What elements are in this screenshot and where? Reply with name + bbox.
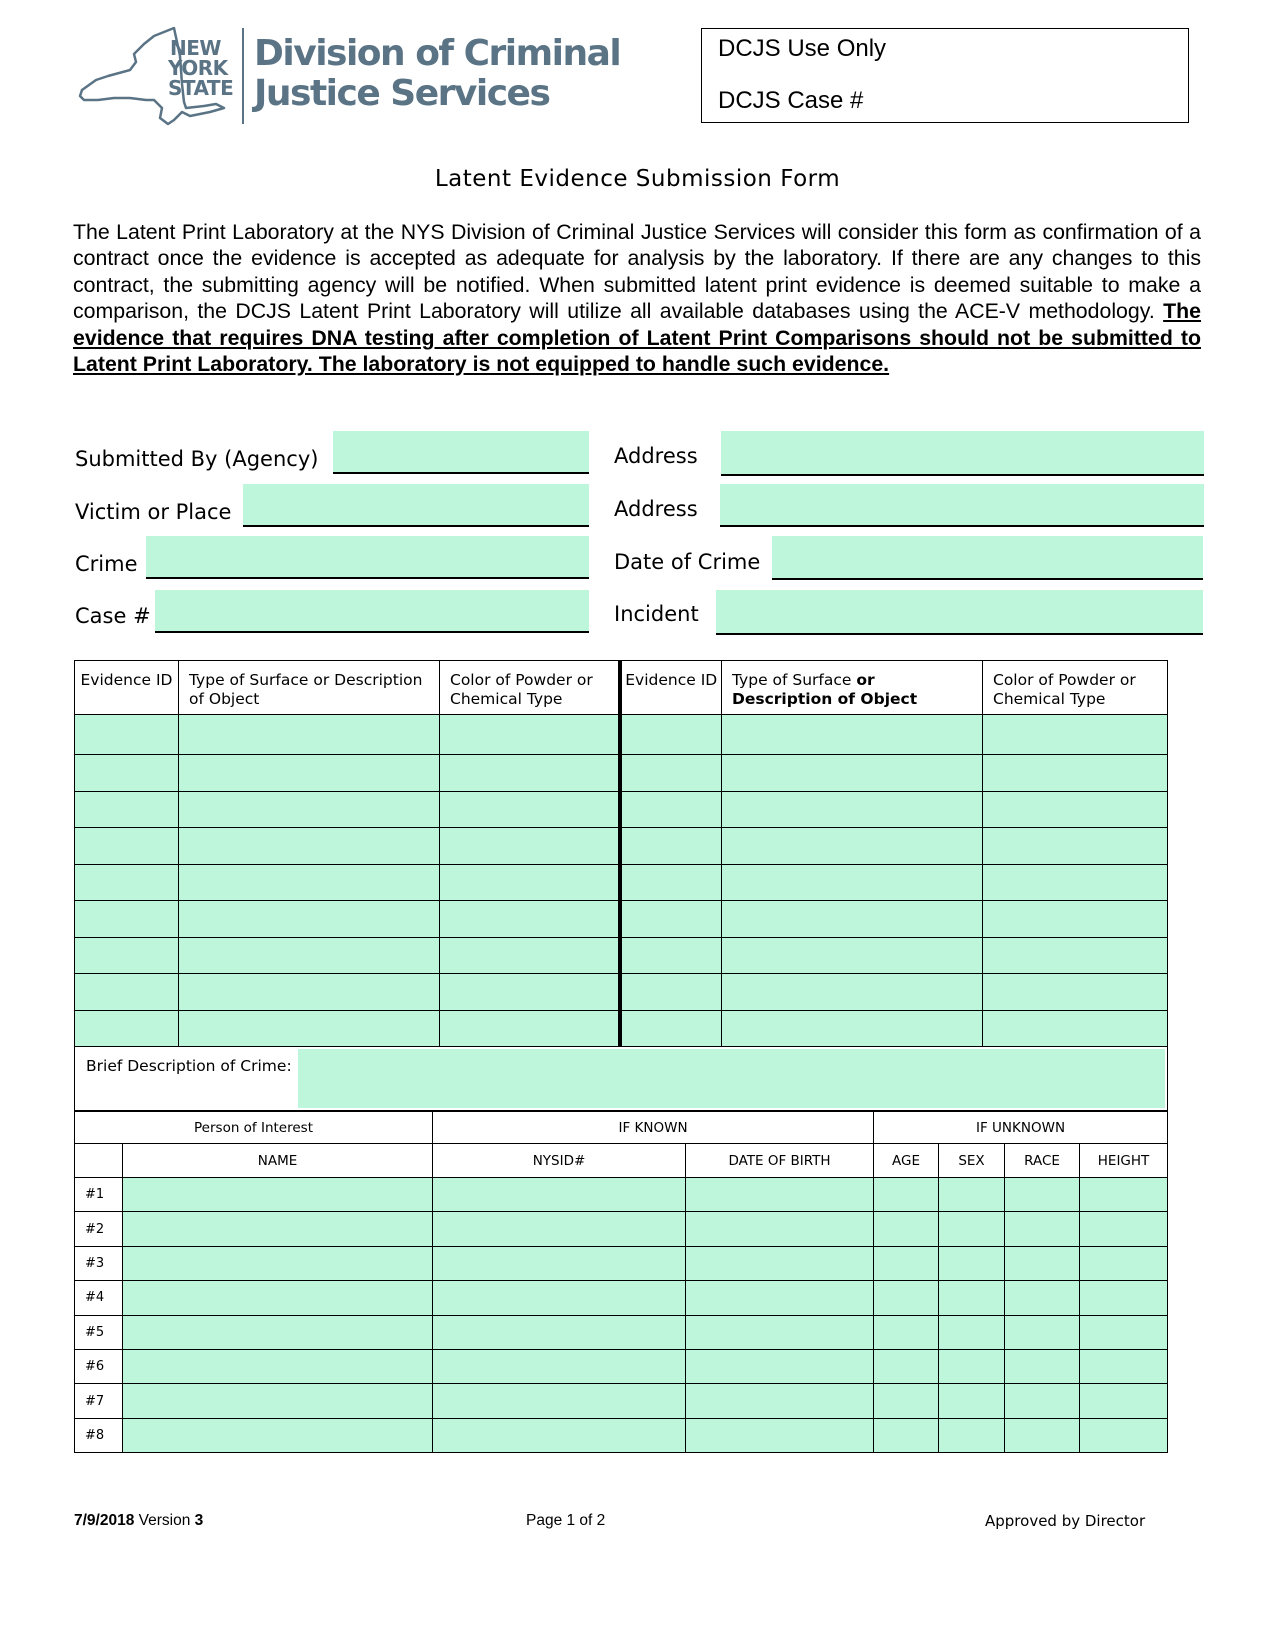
nysid-field[interactable] [433,1315,686,1349]
poi-row-number: #5 [75,1315,123,1349]
race-field[interactable] [1005,1349,1080,1383]
nys-dcjs-logo [78,26,621,126]
name-header: NAME [123,1144,433,1178]
person-of-interest-table [74,1111,1168,1453]
date-of-birth-field[interactable] [686,1418,874,1452]
surface-field[interactable] [722,828,983,865]
color-field[interactable] [440,974,620,1011]
name-field[interactable] [123,1315,433,1349]
evidence-id-field[interactable] [75,901,179,938]
intro-text: The Latent Print Laboratory at the NYS Division of Criminal Justice Services will consider this form as confirmation of a contract once the evidence is accepted as adequate for analysis by the laboratory. If there are any changes to this contract, the submitting agency will be notified. When submitted latent print evidence is deemed suitable to make a comparison, the DCJS Latent Print Laboratory will utilize all available databases using the ACE-V methodology. [73,220,1201,324]
address-label: Address [614,444,698,468]
surface-field[interactable] [722,755,983,792]
evidence-id-field[interactable] [620,755,722,792]
surface-field[interactable] [179,974,440,1011]
surface-field[interactable] [722,1010,983,1047]
color-field[interactable] [983,828,1168,865]
height-field[interactable] [1080,1178,1168,1212]
surface-field[interactable] [722,864,983,901]
evidence-id-field[interactable] [620,1010,722,1047]
poi-row-number: #1 [75,1178,123,1212]
surface-field[interactable] [722,791,983,828]
poi-row [75,1349,1168,1383]
footer-version-label: Version [138,1512,191,1529]
height-field[interactable] [1080,1349,1168,1383]
surface-field[interactable] [179,901,440,938]
intro-paragraph [73,219,1201,377]
age-field[interactable] [874,1384,939,1418]
evidence-row [75,755,1168,792]
evidence-id-field[interactable] [75,974,179,1011]
person-of-interest-header: Person of Interest [75,1112,433,1144]
poi-row [75,1212,1168,1246]
color-field[interactable] [983,791,1168,828]
nysid-header: NYSID# [433,1144,686,1178]
logo-state-line: NEW [170,36,221,60]
footer-approved: Approved by Director [985,1512,1146,1530]
name-field[interactable] [123,1349,433,1383]
incident-label: Incident [614,602,699,626]
case-field[interactable] [155,590,589,633]
name-field[interactable] [123,1212,433,1246]
evidence-table [74,660,1168,1111]
date-of-crime-label: Date of Crime [614,550,761,574]
surface-field[interactable] [179,1010,440,1047]
evidence-id-field[interactable] [75,791,179,828]
height-field[interactable] [1080,1246,1168,1280]
evidence-id-field[interactable] [620,974,722,1011]
evidence-id-field[interactable] [75,715,179,755]
sex-field[interactable] [939,1315,1005,1349]
color-field[interactable] [983,864,1168,901]
color-field[interactable] [440,755,620,792]
evidence-row [75,901,1168,938]
age-field[interactable] [874,1281,939,1315]
color-field[interactable] [983,937,1168,974]
brief-description-row [75,1047,1168,1111]
case-label: Case # [75,604,151,628]
nysid-field[interactable] [433,1384,686,1418]
race-field[interactable] [1005,1178,1080,1212]
sex-field[interactable] [939,1178,1005,1212]
nysid-field[interactable] [433,1178,686,1212]
poi-row [75,1178,1168,1212]
color-field[interactable] [983,755,1168,792]
sex-field[interactable] [939,1384,1005,1418]
victim-label: Victim or Place [75,500,232,524]
height-field[interactable] [1080,1281,1168,1315]
dcjs-case-label: DCJS Case # [718,87,864,114]
race-field[interactable] [1005,1384,1080,1418]
race-field[interactable] [1005,1212,1080,1246]
surface-field[interactable] [722,715,983,755]
evidence-id-header: Evidence ID [75,661,179,715]
address-field[interactable] [721,431,1204,476]
logo-agency-text [254,34,620,114]
dcjs-use-only-label: DCJS Use Only [718,35,887,62]
surface-field[interactable] [179,937,440,974]
evidence-id-field[interactable] [620,715,722,755]
color-field[interactable] [440,1010,620,1047]
logo-agency-line: Division of Criminal [254,33,621,74]
footer-version-number: 3 [194,1512,204,1529]
surface-field[interactable] [722,901,983,938]
address-2-label: Address [614,497,698,521]
sex-field[interactable] [939,1246,1005,1280]
age-field[interactable] [874,1246,939,1280]
race-field[interactable] [1005,1418,1080,1452]
date-of-birth-field[interactable] [686,1178,874,1212]
date-of-birth-field[interactable] [686,1349,874,1383]
evidence-row [75,828,1168,865]
race-field[interactable] [1005,1281,1080,1315]
poi-row-number: #6 [75,1349,123,1383]
sex-field[interactable] [939,1418,1005,1452]
date-of-birth-header: DATE OF BIRTH [686,1144,874,1178]
race-field[interactable] [1005,1246,1080,1280]
evidence-id-field[interactable] [75,755,179,792]
date-of-birth-field[interactable] [686,1246,874,1280]
surface-field[interactable] [179,715,440,755]
poi-row [75,1384,1168,1418]
evidence-id-field[interactable] [620,901,722,938]
surface-field[interactable] [722,937,983,974]
poi-row [75,1315,1168,1349]
sex-field[interactable] [939,1281,1005,1315]
poi-row-number: #7 [75,1384,123,1418]
date-of-birth-field[interactable] [686,1212,874,1246]
evidence-id-field[interactable] [75,937,179,974]
color-header: Color of Powder or Chemical Type [440,661,620,715]
evidence-id-field[interactable] [75,1010,179,1047]
surface-header [722,661,983,715]
evidence-id-field[interactable] [620,828,722,865]
evidence-row [75,1010,1168,1047]
row-number-header [75,1144,123,1178]
logo-state-text [168,38,233,98]
color-field[interactable] [983,974,1168,1011]
footer-page: Page 1 of 2 [526,1512,606,1529]
name-field[interactable] [123,1384,433,1418]
surface-field[interactable] [179,791,440,828]
brief-description-label: Brief Description of Crime: [86,1057,292,1075]
age-header: AGE [874,1144,939,1178]
if-unknown-header: IF UNKNOWN [874,1112,1168,1144]
poi-group-header-row [75,1112,1168,1144]
poi-column-header-row [75,1144,1168,1178]
date-of-birth-field[interactable] [686,1384,874,1418]
if-known-header: IF KNOWN [433,1112,874,1144]
race-field[interactable] [1005,1315,1080,1349]
date-of-crime-field[interactable] [772,536,1203,580]
surface-field[interactable] [179,755,440,792]
logo-agency-line: Justice Services [254,73,550,114]
logo-state-line: YORK [168,56,228,80]
age-field[interactable] [874,1349,939,1383]
nysid-field[interactable] [433,1349,686,1383]
age-field[interactable] [874,1178,939,1212]
evidence-id-header: Evidence ID [620,661,722,715]
logo-divider [242,28,244,124]
evidence-row [75,864,1168,901]
race-header: RACE [1005,1144,1080,1178]
age-field[interactable] [874,1315,939,1349]
age-field[interactable] [874,1418,939,1452]
evidence-row [75,937,1168,974]
evidence-id-field[interactable] [620,864,722,901]
surface-header: Type of Surface or Description of Object [179,661,440,715]
color-field[interactable] [983,1010,1168,1047]
color-field[interactable] [440,864,620,901]
poi-row [75,1418,1168,1452]
height-field[interactable] [1080,1384,1168,1418]
evidence-header-row [75,661,1168,715]
color-field[interactable] [440,791,620,828]
sex-header: SEX [939,1144,1005,1178]
surface-field[interactable] [179,828,440,865]
color-field[interactable] [440,937,620,974]
evidence-id-field[interactable] [75,828,179,865]
brief-description-cell [75,1047,1168,1111]
sex-field[interactable] [939,1212,1005,1246]
logo-state-line: STATE [168,76,234,100]
poi-row [75,1281,1168,1315]
nysid-field[interactable] [433,1246,686,1280]
poi-row-number: #2 [75,1212,123,1246]
color-field[interactable] [983,901,1168,938]
surface-header-bold: Description of Object [732,690,918,708]
height-field[interactable] [1080,1418,1168,1452]
date-of-birth-field[interactable] [686,1315,874,1349]
name-field[interactable] [123,1418,433,1452]
color-field[interactable] [440,828,620,865]
color-header: Color of Powder or Chemical Type [983,661,1168,715]
age-field[interactable] [874,1212,939,1246]
crime-label: Crime [75,552,138,576]
height-field[interactable] [1080,1212,1168,1246]
brief-description-field[interactable] [298,1049,1165,1108]
form-title: Latent Evidence Submission Form [434,166,841,192]
name-field[interactable] [123,1178,433,1212]
surface-header-text: Type of Surface [732,671,857,689]
poi-row-number: #3 [75,1246,123,1280]
dcjs-use-only-box [701,28,1189,123]
surface-field[interactable] [722,974,983,1011]
poi-row-number: #4 [75,1281,123,1315]
evidence-row [75,974,1168,1011]
address-2-field[interactable] [720,484,1204,527]
crime-field[interactable] [146,536,589,579]
nysid-field[interactable] [433,1281,686,1315]
evidence-id-field[interactable] [620,791,722,828]
intro-warning: The evidence that requires DNA testing after completion of Latent Print Comparisons should not be submitted to Latent Print Laboratory. The laboratory is not equipped to handle such evidence. [73,299,1201,377]
footer-date: 7/9/2018 [74,1512,135,1529]
name-field[interactable] [123,1246,433,1280]
footer-version [74,1512,203,1530]
incident-field[interactable] [716,590,1203,635]
submitted-by-field[interactable] [333,431,589,474]
surface-field[interactable] [179,864,440,901]
evidence-id-field[interactable] [75,864,179,901]
color-field[interactable] [440,715,620,755]
date-of-birth-field[interactable] [686,1281,874,1315]
evidence-row [75,791,1168,828]
color-field[interactable] [440,901,620,938]
evidence-row [75,715,1168,755]
nysid-field[interactable] [433,1212,686,1246]
victim-field[interactable] [243,484,589,527]
height-field[interactable] [1080,1315,1168,1349]
surface-header-or: or [856,671,875,689]
name-field[interactable] [123,1281,433,1315]
height-header: HEIGHT [1080,1144,1168,1178]
submitted-by-label: Submitted By (Agency) [75,447,319,471]
evidence-id-field[interactable] [620,937,722,974]
sex-field[interactable] [939,1349,1005,1383]
nysid-field[interactable] [433,1418,686,1452]
poi-row-number: #8 [75,1418,123,1452]
color-field[interactable] [983,715,1168,755]
poi-row [75,1246,1168,1280]
